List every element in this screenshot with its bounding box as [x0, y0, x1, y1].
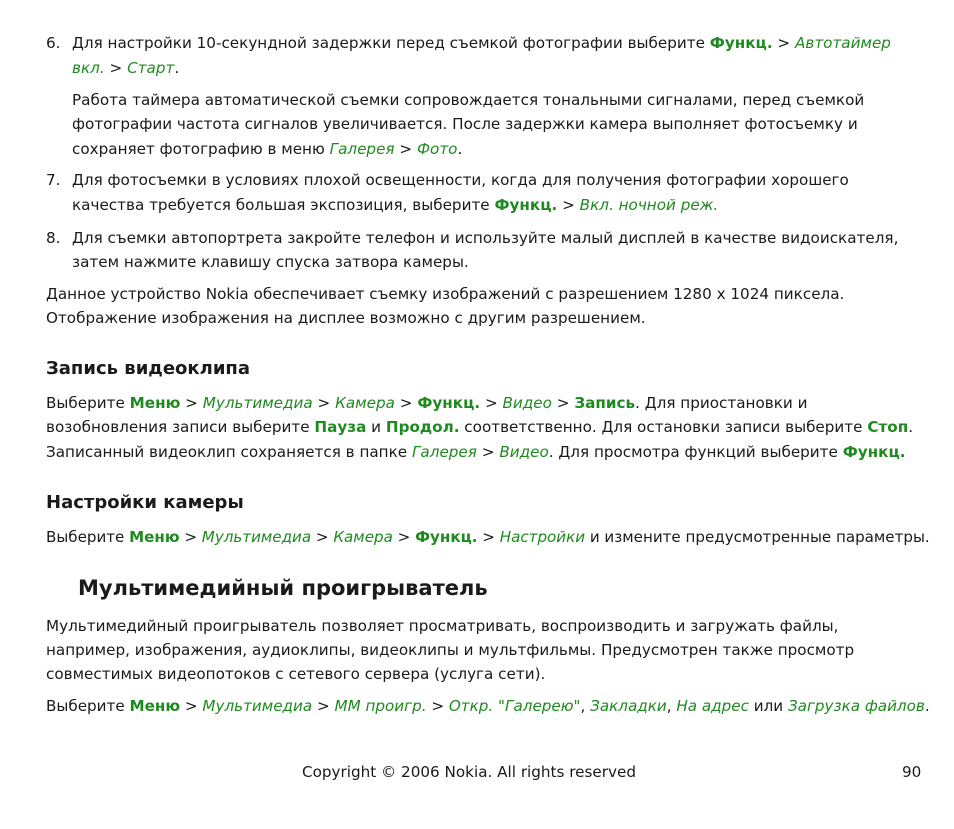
list-item-6-para2-line2: фотографии частота сигналов увеличивается. После задержки камера выполняет фотосъемку и — [72, 115, 858, 133]
page-number: 90 — [902, 763, 922, 781]
menu-command: Фото — [416, 140, 458, 158]
video-line3 — [46, 440, 906, 464]
menu-command: Стоп — [867, 418, 909, 436]
text: качества требуется большая экспозиция, выберите — [72, 196, 490, 214]
punctuation: . — [174, 59, 180, 77]
section-heading-video: Запись видеоклипа — [46, 358, 251, 379]
punctuation: , — [666, 697, 672, 715]
list-item-8-line2: затем нажмите клавишу спуска затвора камеры. — [72, 253, 469, 271]
separator: > — [431, 697, 445, 715]
menu-command: Пауза — [314, 418, 367, 436]
list-item-6-line2 — [72, 56, 179, 80]
menu-command: Откр. "Галерею" — [448, 697, 581, 715]
list-number: 6. — [46, 34, 61, 52]
menu-command: ММ проигр. — [334, 697, 427, 715]
menu-command: Видео — [499, 443, 549, 461]
separator: > — [315, 528, 329, 546]
text: Выберите — [46, 528, 125, 546]
text: Записанный видеоклип сохраняется в папке — [46, 443, 408, 461]
punctuation: . — [457, 140, 463, 158]
text: Выберите — [46, 697, 125, 715]
copyright-footer: Copyright © 2006 Nokia. All rights reserved — [302, 763, 636, 781]
list-item-6-line1 — [72, 31, 891, 55]
list-number: 8. — [46, 229, 61, 247]
menu-command: Функц. — [415, 528, 478, 546]
menu-command: Камера — [333, 528, 393, 546]
separator: > — [556, 394, 570, 412]
player-menu-line — [46, 694, 930, 718]
list-item-7-line1: Для фотосъемки в условиях плохой освещенности, когда для получения фотографии хорошего — [72, 171, 849, 189]
text: . Для просмотра функций выберите — [548, 443, 838, 461]
separator: > — [399, 140, 413, 158]
list-item-7-line2 — [72, 193, 718, 217]
menu-command: Настройки — [499, 528, 586, 546]
text: или — [753, 697, 784, 715]
menu-command: вкл. — [72, 59, 105, 77]
menu-command: Запись — [574, 394, 636, 412]
menu-command: Галерея — [329, 140, 395, 158]
separator: > — [397, 528, 411, 546]
menu-command: Меню — [129, 528, 180, 546]
menu-command: Видео — [502, 394, 552, 412]
list-item-6-para2-line3 — [72, 137, 462, 161]
punctuation: . — [908, 418, 914, 436]
separator: > — [184, 697, 198, 715]
separator: > — [399, 394, 413, 412]
player-para-line2: например, изображения, аудиоклипы, видеоклипы и мультфильмы. Предусмотрен также просмотр — [46, 641, 855, 659]
menu-command: Функц. — [709, 34, 773, 52]
text: Для настройки 10-секундной задержки перед съемкой фотографии выберите — [72, 34, 705, 52]
text: Выберите — [46, 394, 125, 412]
separator: > — [109, 59, 123, 77]
video-line2 — [46, 415, 913, 439]
menu-command: Меню — [129, 697, 181, 715]
camera-settings-line — [46, 525, 930, 549]
separator: > — [316, 697, 330, 715]
separator: > — [184, 528, 197, 546]
menu-command: Автотаймер — [794, 34, 891, 52]
menu-command: Мультимедиа — [201, 528, 312, 546]
text: и измените предусмотренные параметры. — [589, 528, 930, 546]
text: сохраняет фотографию в меню — [72, 140, 325, 158]
punctuation: , — [580, 697, 586, 715]
list-item-6-para2-line1: Работа таймера автоматической съемки сопровождается тональными сигналами, перед съемкой — [72, 91, 865, 109]
punctuation: . — [924, 697, 930, 715]
separator: > — [481, 443, 495, 461]
menu-command: Продол. — [385, 418, 460, 436]
separator: > — [484, 394, 498, 412]
separator: > — [185, 394, 198, 412]
menu-command: Функц. — [417, 394, 481, 412]
menu-command: Старт — [127, 59, 175, 77]
text: и — [371, 418, 382, 436]
list-number: 7. — [46, 171, 61, 189]
menu-command: Галерея — [411, 443, 477, 461]
menu-command: Загрузка файлов — [787, 697, 925, 715]
video-line1 — [46, 391, 807, 415]
text: соответственно. Для остановки записи выберите — [464, 418, 863, 436]
list-item-8-line1: Для съемки автопортрета закройте телефон и используйте малый дисплей в качестве видоискателя, — [72, 229, 899, 247]
section-heading-player: Мультимедийный проигрыватель — [78, 576, 488, 600]
menu-command: Мультимедиа — [202, 697, 313, 715]
device-paragraph-line2: Отображение изображения на дисплее возможно с другим разрешением. — [46, 309, 646, 327]
menu-command: На адрес — [676, 697, 749, 715]
menu-command: Функц. — [842, 443, 906, 461]
text: . Для приостановки и — [635, 394, 808, 412]
separator: > — [562, 196, 575, 214]
player-para-line3: совместимых видеопотоков с сетевого сервера (услуга сети). — [46, 665, 546, 683]
text: возобновления записи выберите — [46, 418, 310, 436]
menu-command: Вкл. ночной реж. — [579, 196, 719, 214]
menu-command: Меню — [129, 394, 181, 412]
menu-command: Мультимедиа — [202, 394, 313, 412]
menu-command: Закладки — [590, 697, 667, 715]
section-heading-camera-settings: Настройки камеры — [46, 492, 244, 513]
player-para-line1: Мультимедийный проигрыватель позволяет просматривать, воспроизводить и загружать файлы, — [46, 617, 839, 635]
menu-command: Функц. — [494, 196, 558, 214]
device-paragraph-line1: Данное устройство Nokia обеспечивает съемку изображений с разрешением 1280 x 1024 пиксела. — [46, 285, 845, 303]
separator: > — [777, 34, 791, 52]
separator: > — [317, 394, 331, 412]
menu-command: Камера — [335, 394, 395, 412]
separator: > — [482, 528, 495, 546]
